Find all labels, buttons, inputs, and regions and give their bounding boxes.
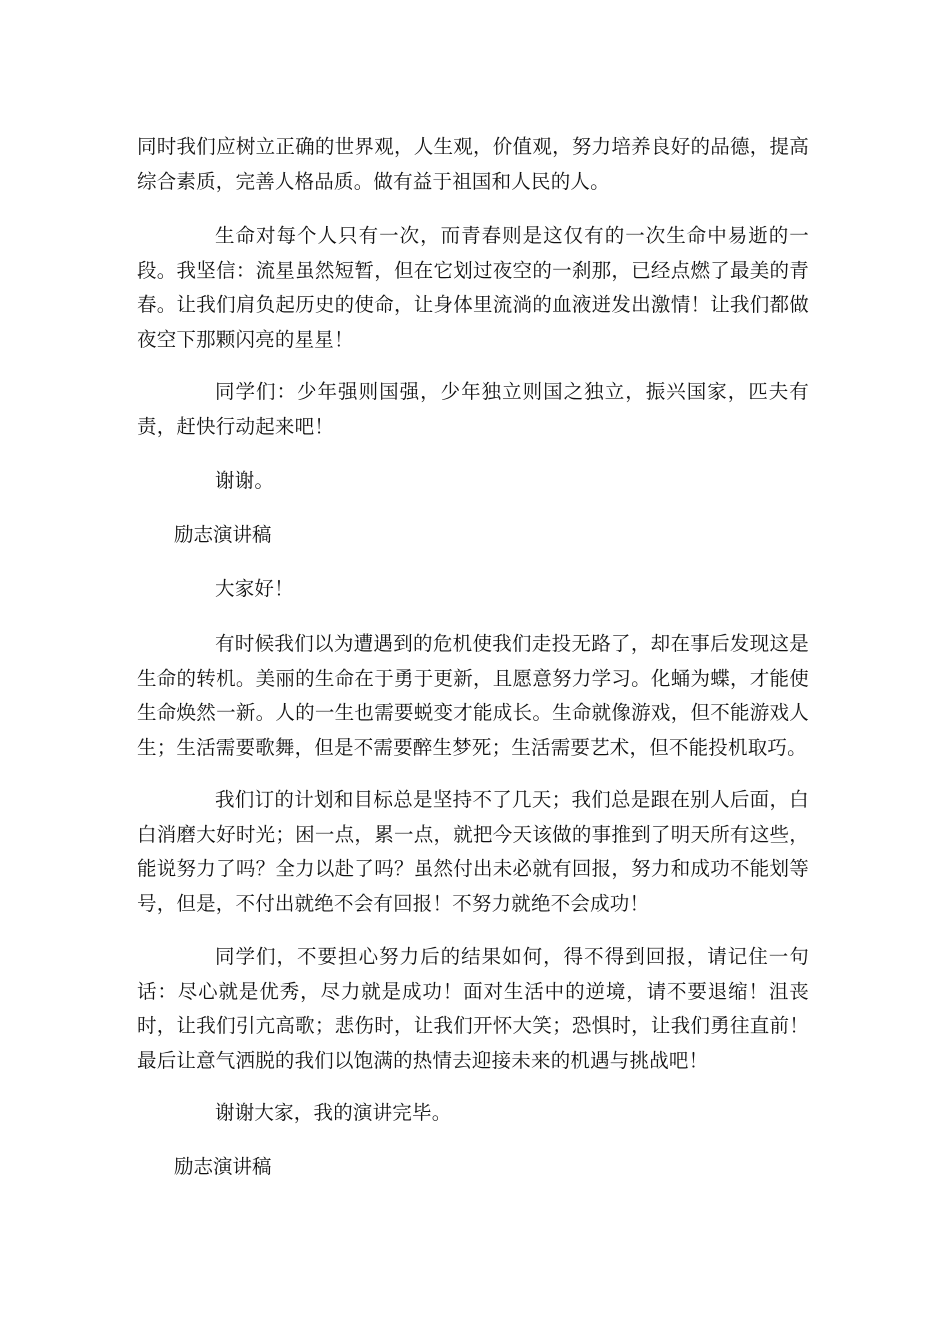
paragraph-youth-strong: 同学们：少年强则国强，少年独立则国之独立，振兴国家，匹夫有责，赶快行动起来吧！ xyxy=(137,380,809,438)
paragraph-worldview: 同时我们应树立正确的世界观，人生观，价值观，努力培养良好的品德，提高综合素质，完善人格品质。做有益于祖国和人民的人。 xyxy=(137,135,809,193)
section-heading-next: 励志演讲稿 xyxy=(174,1155,272,1178)
paragraph-crisis-turning-point: 有时候我们以为遭遇到的危机使我们走投无路了，却在事后发现这是生命的转机。美丽的生命在于勇于更新，且愿意努力学习。化蛹为蝶，才能使生命焕然一新。人的一生也需要蜕变才能成长。生命就像游戏，但不能游戏人生；生活需要歌舞，但是不需要醉生梦死；生活需要艺术，但不能投机取巧。 xyxy=(137,632,809,759)
section-heading: 励志演讲稿 xyxy=(174,523,272,546)
paragraph-do-not-worry: 同学们，不要担心努力后的结果如何，得不得到回报，请记住一句话：尽心就是优秀，尽力就是成功！面对生活中的逆境，请不要退缩！沮丧时，让我们引亢高歌；悲伤时，让我们开怀大笑；恐惧时，让我们勇往直前！最后让意气洒脱的我们以饱满的热情去迎接未来的机遇与挑战吧！ xyxy=(137,945,809,1072)
paragraph-closing: 谢谢大家，我的演讲完毕。 xyxy=(215,1101,452,1124)
paragraph-thanks: 谢谢。 xyxy=(215,469,275,492)
paragraph-greeting: 大家好！ xyxy=(215,577,294,600)
paragraph-life-once: 生命对每个人只有一次，而青春则是这仅有的一次生命中易逝的一段。我坚信：流星虽然短暂，但在它划过夜空的一刹那，已经点燃了最美的青春。让我们肩负起历史的使命，让身体里流淌的血液迸发出激情！让我们都做夜空下那颗闪亮的星星！ xyxy=(137,224,809,351)
paragraph-plans-goals: 我们订的计划和目标总是坚持不了几天；我们总是跟在别人后面，白白消磨大好时光；困一点，累一点，就把今天该做的事推到了明天所有这些，能说努力了吗？全力以赴了吗？虽然付出未必就有回报，努力和成功不能划等号，但是，不付出就绝不会有回报！不努力就绝不会成功！ xyxy=(137,788,809,915)
